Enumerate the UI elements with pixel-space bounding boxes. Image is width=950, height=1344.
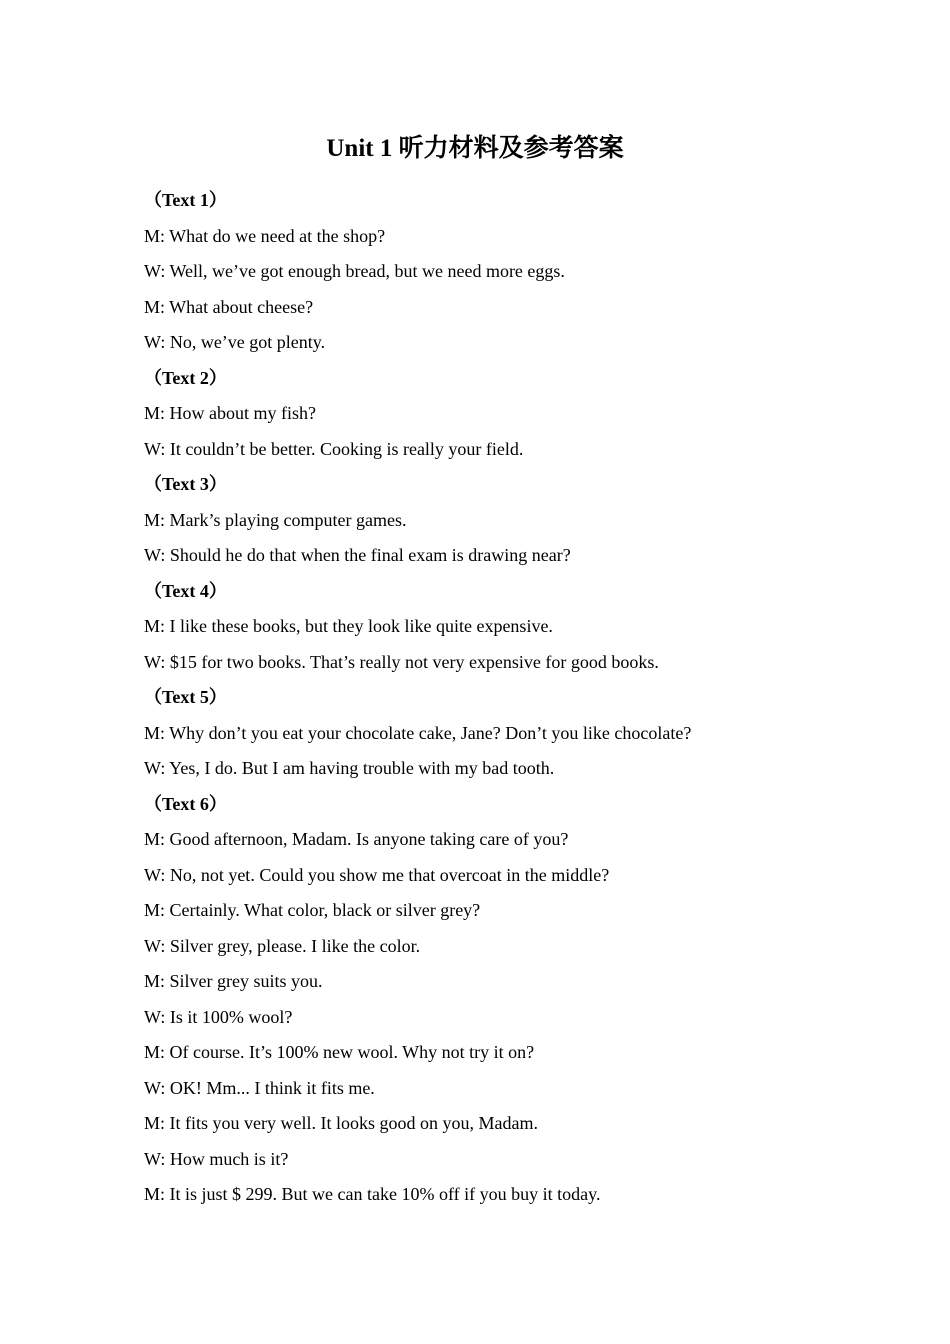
- dialog-line: W: It couldn’t be better. Cooking is really your field.: [144, 438, 524, 459]
- section-heading: （Text 6）: [144, 793, 227, 814]
- dialog-line: W: Silver grey, please. I like the color.: [144, 935, 421, 956]
- section-heading: （Text 4）: [144, 580, 227, 601]
- section-heading: （Text 5）: [144, 687, 227, 707]
- dialog-line: W: Should he do that when the final exam is drawing near?: [144, 545, 571, 565]
- dialog-line: W: No, we’ve got plenty.: [144, 332, 326, 352]
- dialog-line: M: Silver grey suits you.: [144, 971, 323, 991]
- dialog-line: M: Why don’t you eat your chocolate cake, Jane? Don’t you like chocolate?: [144, 722, 692, 743]
- dialog-line: W: No, not yet. Could you show me that overcoat in the middle?: [144, 864, 610, 885]
- dialog-line: W: How much is it?: [144, 1148, 289, 1169]
- transcript-body: [144, 183, 864, 1213]
- dialog-line: W: Yes, I do. But I am having trouble with my bad tooth.: [144, 758, 555, 778]
- dialog-line: M: Certainly. What color, black or silver grey?: [144, 900, 481, 920]
- dialog-line: W: Well, we’ve got enough bread, but we need more eggs.: [144, 261, 565, 281]
- section-heading: （Text 1）: [144, 190, 227, 210]
- dialog-line: W: OK! Mm... I think it fits me.: [144, 1077, 375, 1098]
- section-heading: （Text 2）: [144, 367, 227, 388]
- dialog-line: M: Good afternoon, Madam. Is anyone taking care of you?: [144, 829, 569, 849]
- dialog-line: M: It fits you very well. It looks good on you, Madam.: [144, 1113, 538, 1133]
- dialog-line: M: Mark’s playing computer games.: [144, 509, 407, 530]
- dialog-line: W: $15 for two books. That’s really not very expensive for good books.: [144, 651, 659, 672]
- dialog-line: M: What do we need at the shop?: [144, 225, 386, 246]
- dialog-line: M: What about cheese?: [144, 296, 314, 317]
- section-heading: （Text 3）: [144, 474, 227, 494]
- document-title: Unit 1 听力材料及参考答案: [326, 135, 624, 162]
- dialog-line: M: I like these books, but they look like quite expensive.: [144, 616, 553, 636]
- dialog-line: M: Of course. It’s 100% new wool. Why not try it on?: [144, 1042, 535, 1062]
- dialog-line: M: It is just $ 299. But we can take 10% off if you buy it today.: [144, 1184, 601, 1204]
- dialog-line: M: How about my fish?: [144, 403, 316, 423]
- dialog-line: W: Is it 100% wool?: [144, 1006, 293, 1027]
